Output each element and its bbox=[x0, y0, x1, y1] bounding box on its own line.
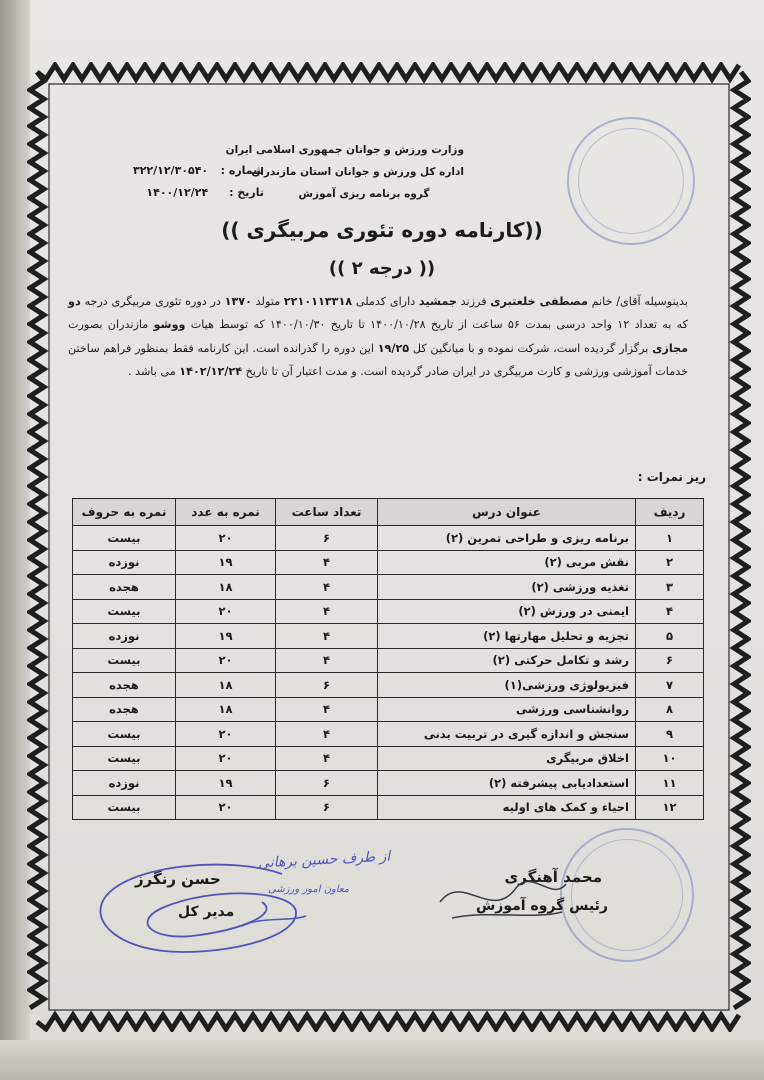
body-text: دارای کدملی bbox=[355, 295, 416, 308]
cell-row-number: ۸ bbox=[636, 697, 704, 722]
cell-hours: ۶ bbox=[276, 526, 378, 551]
cell-course-title: احیاء و کمک های اولیه bbox=[378, 795, 636, 820]
cell-grade-number: ۱۹ bbox=[176, 771, 276, 796]
cell-course-title: سنجش و اندازه گیری در تربیت بدنی bbox=[378, 722, 636, 747]
valid-until-date: ۱۴۰۲/۱۲/۲۴ bbox=[179, 365, 243, 379]
grades-table bbox=[72, 498, 704, 820]
table-row bbox=[73, 526, 704, 551]
body-text: متولد bbox=[255, 295, 281, 308]
cell-grade-words: هجده bbox=[73, 575, 176, 600]
cell-hours: ۴ bbox=[276, 722, 378, 747]
grades-body bbox=[73, 526, 704, 820]
cell-course-title: فیزیولوژی ورزشی(۱) bbox=[378, 673, 636, 698]
cell-grade-words: نوزده bbox=[73, 624, 176, 649]
signature-scribble-left bbox=[92, 856, 312, 966]
cell-hours: ۶ bbox=[276, 771, 378, 796]
cell-row-number: ۱۲ bbox=[636, 795, 704, 820]
cell-hours: ۶ bbox=[276, 673, 378, 698]
certificate-subtitle: (( درجه ۲ )) bbox=[328, 258, 436, 279]
certificate-title: ((کارنامه دوره تئوری مربیگری )) bbox=[221, 218, 543, 242]
signer-left-name: حسن رنگرز bbox=[135, 870, 221, 888]
cell-hours: ۶ bbox=[276, 795, 378, 820]
birth-year: ۱۳۷۰ bbox=[224, 295, 252, 308]
table-row bbox=[73, 599, 704, 624]
grades-heading: ریز نمرات : bbox=[637, 470, 706, 484]
cell-hours: ۴ bbox=[276, 599, 378, 624]
cell-row-number: ۱۰ bbox=[636, 746, 704, 771]
header-group: گروه برنامه ریزی آموزش bbox=[298, 188, 430, 200]
col-header-grade-words: نمره به حروف bbox=[73, 499, 176, 526]
course-mode: مجازی bbox=[652, 341, 689, 355]
cell-course-title: روانشناسی ورزشی bbox=[378, 697, 636, 722]
cell-row-number: ۵ bbox=[636, 624, 704, 649]
cell-grade-words: بیست bbox=[73, 526, 176, 551]
col-header-grade-number: نمره به عدد bbox=[176, 499, 276, 526]
grades-header-row bbox=[73, 499, 704, 526]
official-stamp-bottom bbox=[553, 821, 700, 968]
cell-hours: ۴ bbox=[276, 697, 378, 722]
letter-number-value: ۳۲۲/۱۲/۳۰۵۴۰ bbox=[132, 164, 209, 177]
cell-grade-number: ۱۹ bbox=[176, 624, 276, 649]
cell-hours: ۴ bbox=[276, 575, 378, 600]
table-row bbox=[73, 697, 704, 722]
body-text: بدینوسیله آقای/ خانم bbox=[591, 295, 689, 308]
body-text: می باشد . bbox=[127, 365, 176, 379]
cell-grade-number: ۲۰ bbox=[176, 526, 276, 551]
cell-row-number: ۹ bbox=[636, 722, 704, 747]
cell-row-number: ۴ bbox=[636, 599, 704, 624]
letter-number bbox=[104, 164, 264, 177]
student-name: مصطفی خلعتبری bbox=[490, 295, 588, 308]
cell-grade-words: هجده bbox=[73, 697, 176, 722]
table-row bbox=[73, 575, 704, 600]
signer-left-title: مدیر کل bbox=[178, 904, 235, 920]
cell-grade-words: بیست bbox=[73, 599, 176, 624]
sport-board: ووشو bbox=[153, 318, 186, 332]
cell-course-title: ایمنی در ورزش (۲) bbox=[378, 599, 636, 624]
cell-grade-number: ۲۰ bbox=[176, 795, 276, 820]
cell-row-number: ۶ bbox=[636, 648, 704, 673]
table-row bbox=[73, 550, 704, 575]
cell-grade-words: بیست bbox=[73, 746, 176, 771]
cell-hours: ۴ bbox=[276, 746, 378, 771]
cell-grade-words: بیست bbox=[73, 648, 176, 673]
signer-right-name: محمد آهنگری bbox=[504, 868, 602, 886]
cell-course-title: تجزیه و تحلیل مهارتها (۲) bbox=[378, 624, 636, 649]
table-row bbox=[73, 746, 704, 771]
handwritten-deputy: معاون امور ورزشی bbox=[268, 884, 350, 895]
col-header-row-number: ردیف bbox=[636, 499, 704, 526]
cell-row-number: ۲ bbox=[636, 550, 704, 575]
coaching-degree: دو bbox=[68, 295, 81, 308]
stamp-inner-ring bbox=[565, 833, 688, 956]
cell-row-number: ۷ bbox=[636, 673, 704, 698]
cell-row-number: ۳ bbox=[636, 575, 704, 600]
cell-grade-number: ۱۸ bbox=[176, 575, 276, 600]
handwritten-on-behalf: از طرف حسین برهانی bbox=[257, 848, 391, 872]
cell-row-number: ۱۱ bbox=[636, 771, 704, 796]
letter-date-label: تاریخ : bbox=[229, 186, 264, 199]
table-row bbox=[73, 648, 704, 673]
cell-grade-number: ۱۸ bbox=[176, 673, 276, 698]
cell-course-title: تغذیه ورزشی (۲) bbox=[378, 575, 636, 600]
table-row bbox=[73, 722, 704, 747]
cell-row-number: ۱ bbox=[636, 526, 704, 551]
cell-grade-number: ۲۰ bbox=[176, 746, 276, 771]
cell-course-title: اخلاق مربیگری bbox=[378, 746, 636, 771]
body-text: برگزار گردیده است، شرکت نموده و با میانگین کل bbox=[412, 341, 649, 355]
cell-grade-number: ۲۰ bbox=[176, 648, 276, 673]
cell-hours: ۴ bbox=[276, 624, 378, 649]
father-name: جمشید bbox=[418, 295, 457, 308]
col-header-hours: تعداد ساعت bbox=[276, 499, 378, 526]
cell-hours: ۴ bbox=[276, 648, 378, 673]
cell-course-title: رشد و تکامل حرکتی (۲) bbox=[378, 648, 636, 673]
average-grade: ۱۹/۲۵ bbox=[377, 341, 410, 355]
letter-date bbox=[104, 186, 264, 199]
signature-scribble-right bbox=[432, 862, 572, 932]
table-row bbox=[73, 771, 704, 796]
body-text: مازندران بصورت bbox=[68, 318, 149, 332]
cell-grade-words: نوزده bbox=[73, 771, 176, 796]
letter-date-value: ۱۴۰۰/۱۲/۲۴ bbox=[146, 186, 209, 199]
cell-grade-words: بیست bbox=[73, 795, 176, 820]
body-text: فرزند bbox=[460, 295, 487, 308]
cell-grade-number: ۲۰ bbox=[176, 722, 276, 747]
cell-grade-number: ۲۰ bbox=[176, 599, 276, 624]
cell-grade-words: هجده bbox=[73, 673, 176, 698]
body-text: این دوره را گذرانده است. این کارنامه فقط بمنظور فراهم ساختن خدمات آموزشی ورزشی و کارت مربیگری در ایران صادر گردیده است. و مدت اعتبار آن تا تاریخ bbox=[68, 341, 688, 379]
cell-grade-words: بیست bbox=[73, 722, 176, 747]
table-row bbox=[73, 795, 704, 820]
cell-course-title: برنامه ریزی و طراحی تمرین (۲) bbox=[378, 526, 636, 551]
cell-course-title: استعدادیابی پیشرفته (۲) bbox=[378, 771, 636, 796]
col-header-course-title: عنوان درس bbox=[378, 499, 636, 526]
signer-right-title: رئیس گروه آموزش bbox=[475, 898, 608, 914]
national-id: ۲۲۱۰۱۱۳۳۱۸ bbox=[283, 295, 353, 308]
table-row bbox=[73, 624, 704, 649]
body-text: که به تعداد ۱۲ واحد درسی بمدت ۵۶ ساعت از تاریخ ۱۴۰۰/۱۰/۲۸ تا تاریخ ۱۴۰۰/۱۰/۳۰ که توسط هیات bbox=[190, 318, 688, 332]
cell-hours: ۴ bbox=[276, 550, 378, 575]
cell-grade-words: نوزده bbox=[73, 550, 176, 575]
cell-grade-number: ۱۹ bbox=[176, 550, 276, 575]
letter-number-label: شماره : bbox=[220, 164, 264, 177]
certificate-body bbox=[68, 290, 688, 384]
cell-grade-number: ۱۸ bbox=[176, 697, 276, 722]
cell-course-title: نقش مربی (۲) bbox=[378, 550, 636, 575]
header-ministry: وزارت ورزش و جوانان جمهوری اسلامی ایران bbox=[225, 144, 464, 156]
table-row bbox=[73, 673, 704, 698]
body-text: در دوره تئوری مربیگری درجه bbox=[84, 295, 221, 308]
header-office: اداره کل ورزش و جوانان استان مازندران bbox=[251, 166, 464, 178]
